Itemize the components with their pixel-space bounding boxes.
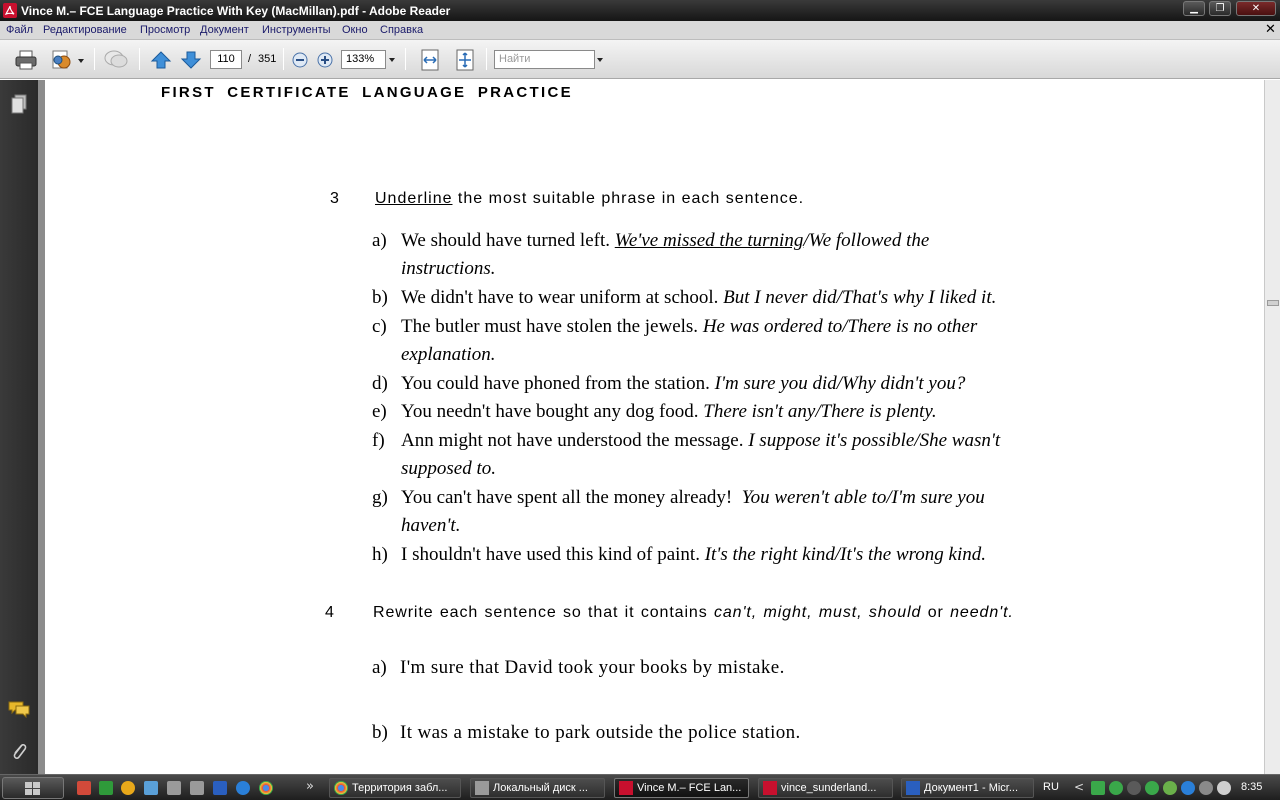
exercise-4-number: 4 [325, 604, 334, 621]
ex3-item-b: We didn't have to wear uniform at school. But I never did/That's why I liked it. [401, 287, 997, 308]
ex4-item-label: b) [372, 722, 388, 743]
taskbar-overflow-icon[interactable]: » [306, 779, 314, 794]
clock[interactable]: 8:35 [1241, 781, 1263, 793]
skype-icon[interactable] [1181, 781, 1195, 795]
panel-divider[interactable] [38, 80, 45, 774]
print-icon[interactable] [14, 49, 38, 71]
ex3-item-e: You needn't have bought any dog food. There isn't any/There is plenty. [401, 401, 937, 422]
zoom-level-input[interactable]: 133% [341, 50, 386, 69]
menu-help[interactable]: Справка [380, 24, 424, 36]
ex3-item-label: h) [372, 544, 388, 565]
task-pdf-2[interactable]: vince_sunderland... [758, 778, 893, 798]
chrome-icon [334, 781, 348, 795]
task-word[interactable]: Документ1 - Micr... [901, 778, 1034, 798]
search-dropdown-arrow-icon[interactable] [597, 58, 603, 62]
page-separator: / [248, 53, 252, 65]
zoom-out-icon[interactable] [292, 52, 308, 68]
vertical-scrollbar[interactable] [1264, 80, 1280, 774]
ex3-item-g: You can't have spent all the money already! You weren't able to/I'm sure you [401, 487, 985, 508]
drive-icon [475, 781, 489, 795]
maximize-button[interactable]: ❐ [1209, 1, 1231, 16]
navigation-panel [0, 80, 38, 774]
task-chrome[interactable]: Территория забл... [329, 778, 461, 798]
security-icon[interactable] [1109, 781, 1123, 795]
previous-page-icon[interactable] [150, 50, 172, 70]
ex3-item-f-continued: supposed to. [401, 458, 496, 479]
ex3-item-h: I shouldn't have used this kind of paint. It's the right kind/It's the wrong kind. [401, 544, 987, 565]
quicklaunch-icon-4[interactable] [144, 781, 158, 795]
word-icon[interactable] [213, 781, 227, 795]
start-button[interactable] [2, 777, 64, 799]
ex3-item-label: d) [372, 373, 388, 394]
menu-bar [0, 21, 1280, 40]
ex4-item-b: It was a mistake to park outside the police station. [400, 722, 801, 743]
quicklaunch-icon-2[interactable] [99, 781, 113, 795]
quicklaunch-icon-3[interactable] [121, 781, 135, 795]
task-adobe-reader[interactable]: Vince M.– FCE Lan... [614, 778, 749, 798]
close-window-button[interactable]: ✕ [1236, 1, 1276, 16]
ex3-item-label: a) [372, 230, 387, 251]
zoom-in-icon[interactable] [317, 52, 333, 68]
menu-file[interactable]: Файл [6, 24, 34, 36]
pdf-icon [619, 781, 633, 795]
menu-document[interactable]: Документ [200, 24, 249, 36]
zoom-dropdown-arrow-icon[interactable] [389, 58, 395, 62]
pdf-icon [763, 781, 777, 795]
tray-expand-icon[interactable]: < [1074, 780, 1085, 794]
menu-view[interactable]: Просмотр [140, 24, 191, 36]
ex3-item-c-continued: explanation. [401, 344, 496, 365]
utorrent-icon[interactable] [1145, 781, 1159, 795]
exercise-3-instruction: Underline the most suitable phrase in each sentence. [375, 190, 805, 207]
taskbar [0, 774, 1280, 800]
ex3-item-label: e) [372, 401, 387, 422]
window-title: Vince M.– FCE Language Practice With Key (MacMillan).pdf - Adobe Reader [21, 4, 451, 18]
windows-logo-icon [25, 782, 41, 796]
battery-icon[interactable] [1091, 781, 1105, 795]
menu-tools[interactable]: Инструменты [262, 24, 331, 36]
title-bar [0, 0, 1280, 21]
ex3-item-label: c) [372, 316, 387, 337]
fit-page-icon[interactable] [455, 49, 475, 71]
page-total: 351 [258, 53, 277, 65]
pages-icon[interactable] [10, 94, 28, 114]
tray-icon[interactable] [1199, 781, 1213, 795]
comments-panel-icon[interactable] [8, 700, 30, 718]
share-dropdown-arrow-icon[interactable] [78, 59, 84, 63]
search-input[interactable]: Найти [494, 50, 595, 69]
next-page-icon[interactable] [180, 50, 202, 70]
ex3-item-c: The butler must have stolen the jewels. He was ordered to/There is no other [401, 316, 978, 337]
ex3-item-a: We should have turned left. We've missed the turning/We followed the [401, 230, 930, 251]
chrome-icon[interactable] [259, 781, 273, 795]
menu-window[interactable]: Окно [342, 24, 368, 36]
page-number-input[interactable]: 110 [210, 50, 242, 69]
quicklaunch-icon-1[interactable] [77, 781, 91, 795]
close-document-button[interactable]: ✕ [1265, 22, 1276, 37]
adobe-reader-icon [3, 3, 17, 18]
ex3-item-a-continued: instructions. [401, 258, 496, 279]
ex4-item-a: I'm sure that David took your books by mistake. [400, 657, 785, 678]
quicklaunch-drive-icon[interactable] [190, 781, 204, 795]
task-explorer[interactable]: Локальный диск ... [470, 778, 605, 798]
ex3-item-label: f) [372, 430, 385, 451]
keyboard-icon[interactable] [1127, 781, 1141, 795]
menu-edit[interactable]: Редактирование [43, 24, 127, 36]
exercise-4-instruction: Rewrite each sentence so that it contains can't, might, must, should or needn't. [373, 604, 1014, 621]
ex3-item-d: You could have phoned from the station. I'm sure you did/Why didn't you? [401, 373, 966, 394]
scrollbar-thumb[interactable] [1267, 300, 1279, 306]
comment-icon[interactable] [103, 48, 129, 72]
share-icon[interactable] [50, 48, 74, 72]
volume-icon[interactable] [1217, 781, 1231, 795]
ex3-item-label: b) [372, 287, 388, 308]
ex3-item-f: Ann might not have understood the message. I suppose it's possible/She wasn't [401, 430, 1001, 451]
ex3-item-g-continued: haven't. [401, 515, 461, 536]
ex3-item-label: g) [372, 487, 388, 508]
document-viewport[interactable] [45, 80, 1264, 774]
fit-width-icon[interactable] [420, 49, 440, 71]
toolbar [0, 40, 1280, 79]
language-indicator[interactable]: RU [1043, 781, 1059, 793]
attachments-icon[interactable] [9, 740, 29, 764]
page-header: FIRST CERTIFICATE LANGUAGE PRACTICE [161, 84, 573, 101]
network-icon[interactable] [1163, 781, 1177, 795]
exercise-3-number: 3 [330, 190, 339, 207]
media-player-icon[interactable] [236, 781, 250, 795]
word-icon [906, 781, 920, 795]
ex4-item-label: a) [372, 657, 387, 678]
quicklaunch-drive-icon[interactable] [167, 781, 181, 795]
minimize-button[interactable]: ▁ [1183, 1, 1205, 16]
